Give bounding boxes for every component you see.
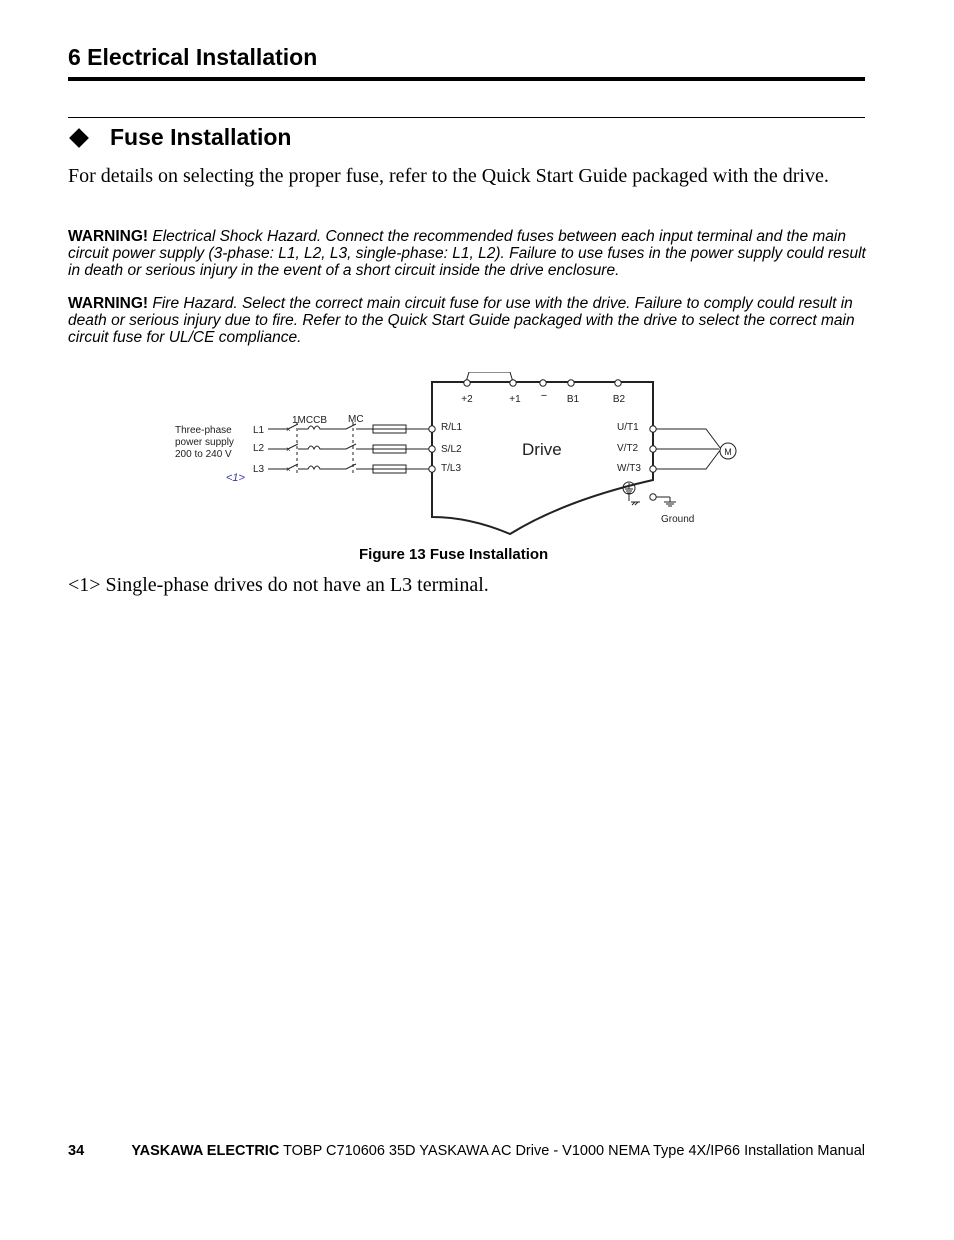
fuse-wiring-diagram [170,372,750,542]
line-label: L3 [253,464,265,475]
supply-label: power supply [175,437,234,448]
output-terminal-label: U/T1 [617,422,639,433]
terminal-dot [650,446,656,452]
terminal-dot [429,426,435,432]
drive-label: Drive [522,440,562,459]
dc-terminal-label: +2 [461,394,473,405]
breaker-label: 1MCCB [292,415,328,426]
intro-paragraph: For details on selecting the proper fuse, refer to the Quick Start Guide packaged with the drive. [68,165,829,187]
supply-label: 200 to 240 V [175,449,232,460]
terminal-dot [650,494,656,500]
input-terminal-label: R/L1 [441,422,463,433]
terminal-dot [615,380,621,386]
terminal-dot [429,446,435,452]
footer-doc-title: TOBP C710606 35D YASKAWA AC Drive - V1000 NEMA Type 4X/IP66 Installation Manual [279,1143,865,1159]
line-label: L1 [253,425,265,436]
page-footer [68,1143,865,1161]
terminal-dot [568,380,574,386]
contactor-label: MC [348,414,364,425]
section-heading [68,124,291,151]
svg-text:×: × [286,425,291,434]
header-rule [68,77,865,81]
warning-label: WARNING! [68,295,149,312]
terminal-dot [429,466,435,472]
breaker-marks [286,425,291,474]
figure-caption: Figure 13 Fuse Installation [359,546,549,563]
input-terminal-label: S/L2 [441,444,462,455]
page-number: 34 [68,1143,85,1159]
section-rule [68,117,865,118]
dc-terminal-label: +1 [509,394,521,405]
ground-label: Ground [661,514,695,525]
dc-terminal-group [461,380,625,405]
dc-terminal-label: B1 [566,394,580,405]
footer-brand: YASKAWA ELECTRIC [131,1143,280,1159]
supply-label: Three-phase [175,425,232,436]
supply-lines [268,422,432,476]
output-terminal-label: W/T3 [617,463,641,474]
warning-text: Fire Hazard. Select the correct main circuit fuse for use with the drive. Failure to comply could result in death or serious injury due to fire. Refer to the Quick Start Guide packaged with the drive to select the correct main circuit fuse for UL/CE compliance. [68,295,855,346]
terminal-dot [540,380,546,386]
svg-text:×: × [286,445,291,454]
warning-fire-hazard [68,295,868,346]
motor-wires [656,429,721,469]
dc-terminal-label: B2 [612,394,626,405]
motor-label: M [724,447,732,457]
dc-jumper [466,372,513,382]
input-terminal-label: T/L3 [441,463,462,474]
line-label: L2 [253,443,265,454]
terminal-dot [464,380,470,386]
terminal-dot [510,380,516,386]
terminal-dot [650,466,656,472]
output-terminal-label: V/T2 [617,443,639,454]
warning-text: Electrical Shock Hazard. Connect the recommended fuses between each input terminal and the main circuit power supply (3-phase: L1, L2, L3, single-phase: L1, L2). Failure to use fuses in the power supply could result in death or serious injury in the event of a short circuit inside the drive enclosure. [68,228,866,279]
dc-terminal-label: − [540,390,548,402]
warning-electrical-shock [68,228,868,279]
footnote: <1> Single-phase drives do not have an L3 terminal. [68,574,489,596]
footnote-ref-label: <1> [226,472,245,484]
chapter-title: 6 Electrical Installation [68,44,318,70]
warning-label: WARNING! [68,228,149,245]
terminal-dot [650,426,656,432]
footer-doc-info [131,1143,865,1159]
external-ground-icon [656,497,676,506]
section-title: Fuse Installation [110,124,292,150]
diamond-bullet-icon [69,128,89,148]
svg-text:×: × [286,465,291,474]
